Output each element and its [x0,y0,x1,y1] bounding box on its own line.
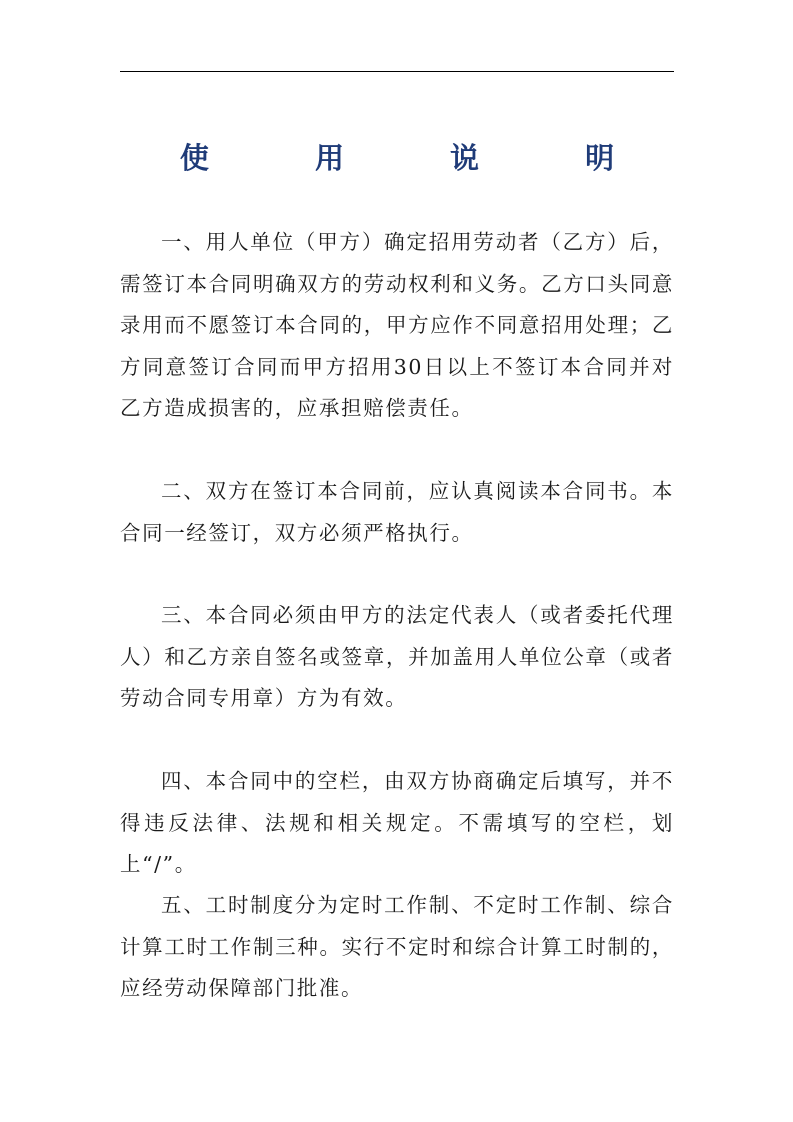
paragraph-2: 二、双方在签订本合同前，应认真阅读本合同书。本合同一经签订，双方必须严格执行。 [120,479,674,545]
paragraph-4: 四、本合同中的空栏，由双方协商确定后填写，并不得违反法律、法规和相关规定。不需填写的空栏，划上“/”。 [120,769,674,876]
header-rule [120,71,674,72]
page-title: 使 用 说 明 [179,141,663,175]
paragraph-1: 一、用人单位（甲方）确定招用劳动者（乙方）后，需签订本合同明确双方的劳动权利和义务。乙方口头同意录用而不愿签订本合同的，甲方应作不同意招用处理；乙方同意签订合同而甲方招用30日以上不签订本合同并对乙方造成损害的，应承担赔偿责任。 [120,230,674,420]
paragraph-5: 五、工时制度分为定时工作制、不定时工作制、综合计算工时工作制三种。实行不定时和综合计算工时制的，应经劳动保障部门批准。 [120,893,674,1000]
paragraph-3: 三、本合同必须由甲方的法定代表人（或者委托代理人）和乙方亲自签名或签章，并加盖用人单位公章（或者劳动合同专用章）方为有效。 [120,603,674,710]
